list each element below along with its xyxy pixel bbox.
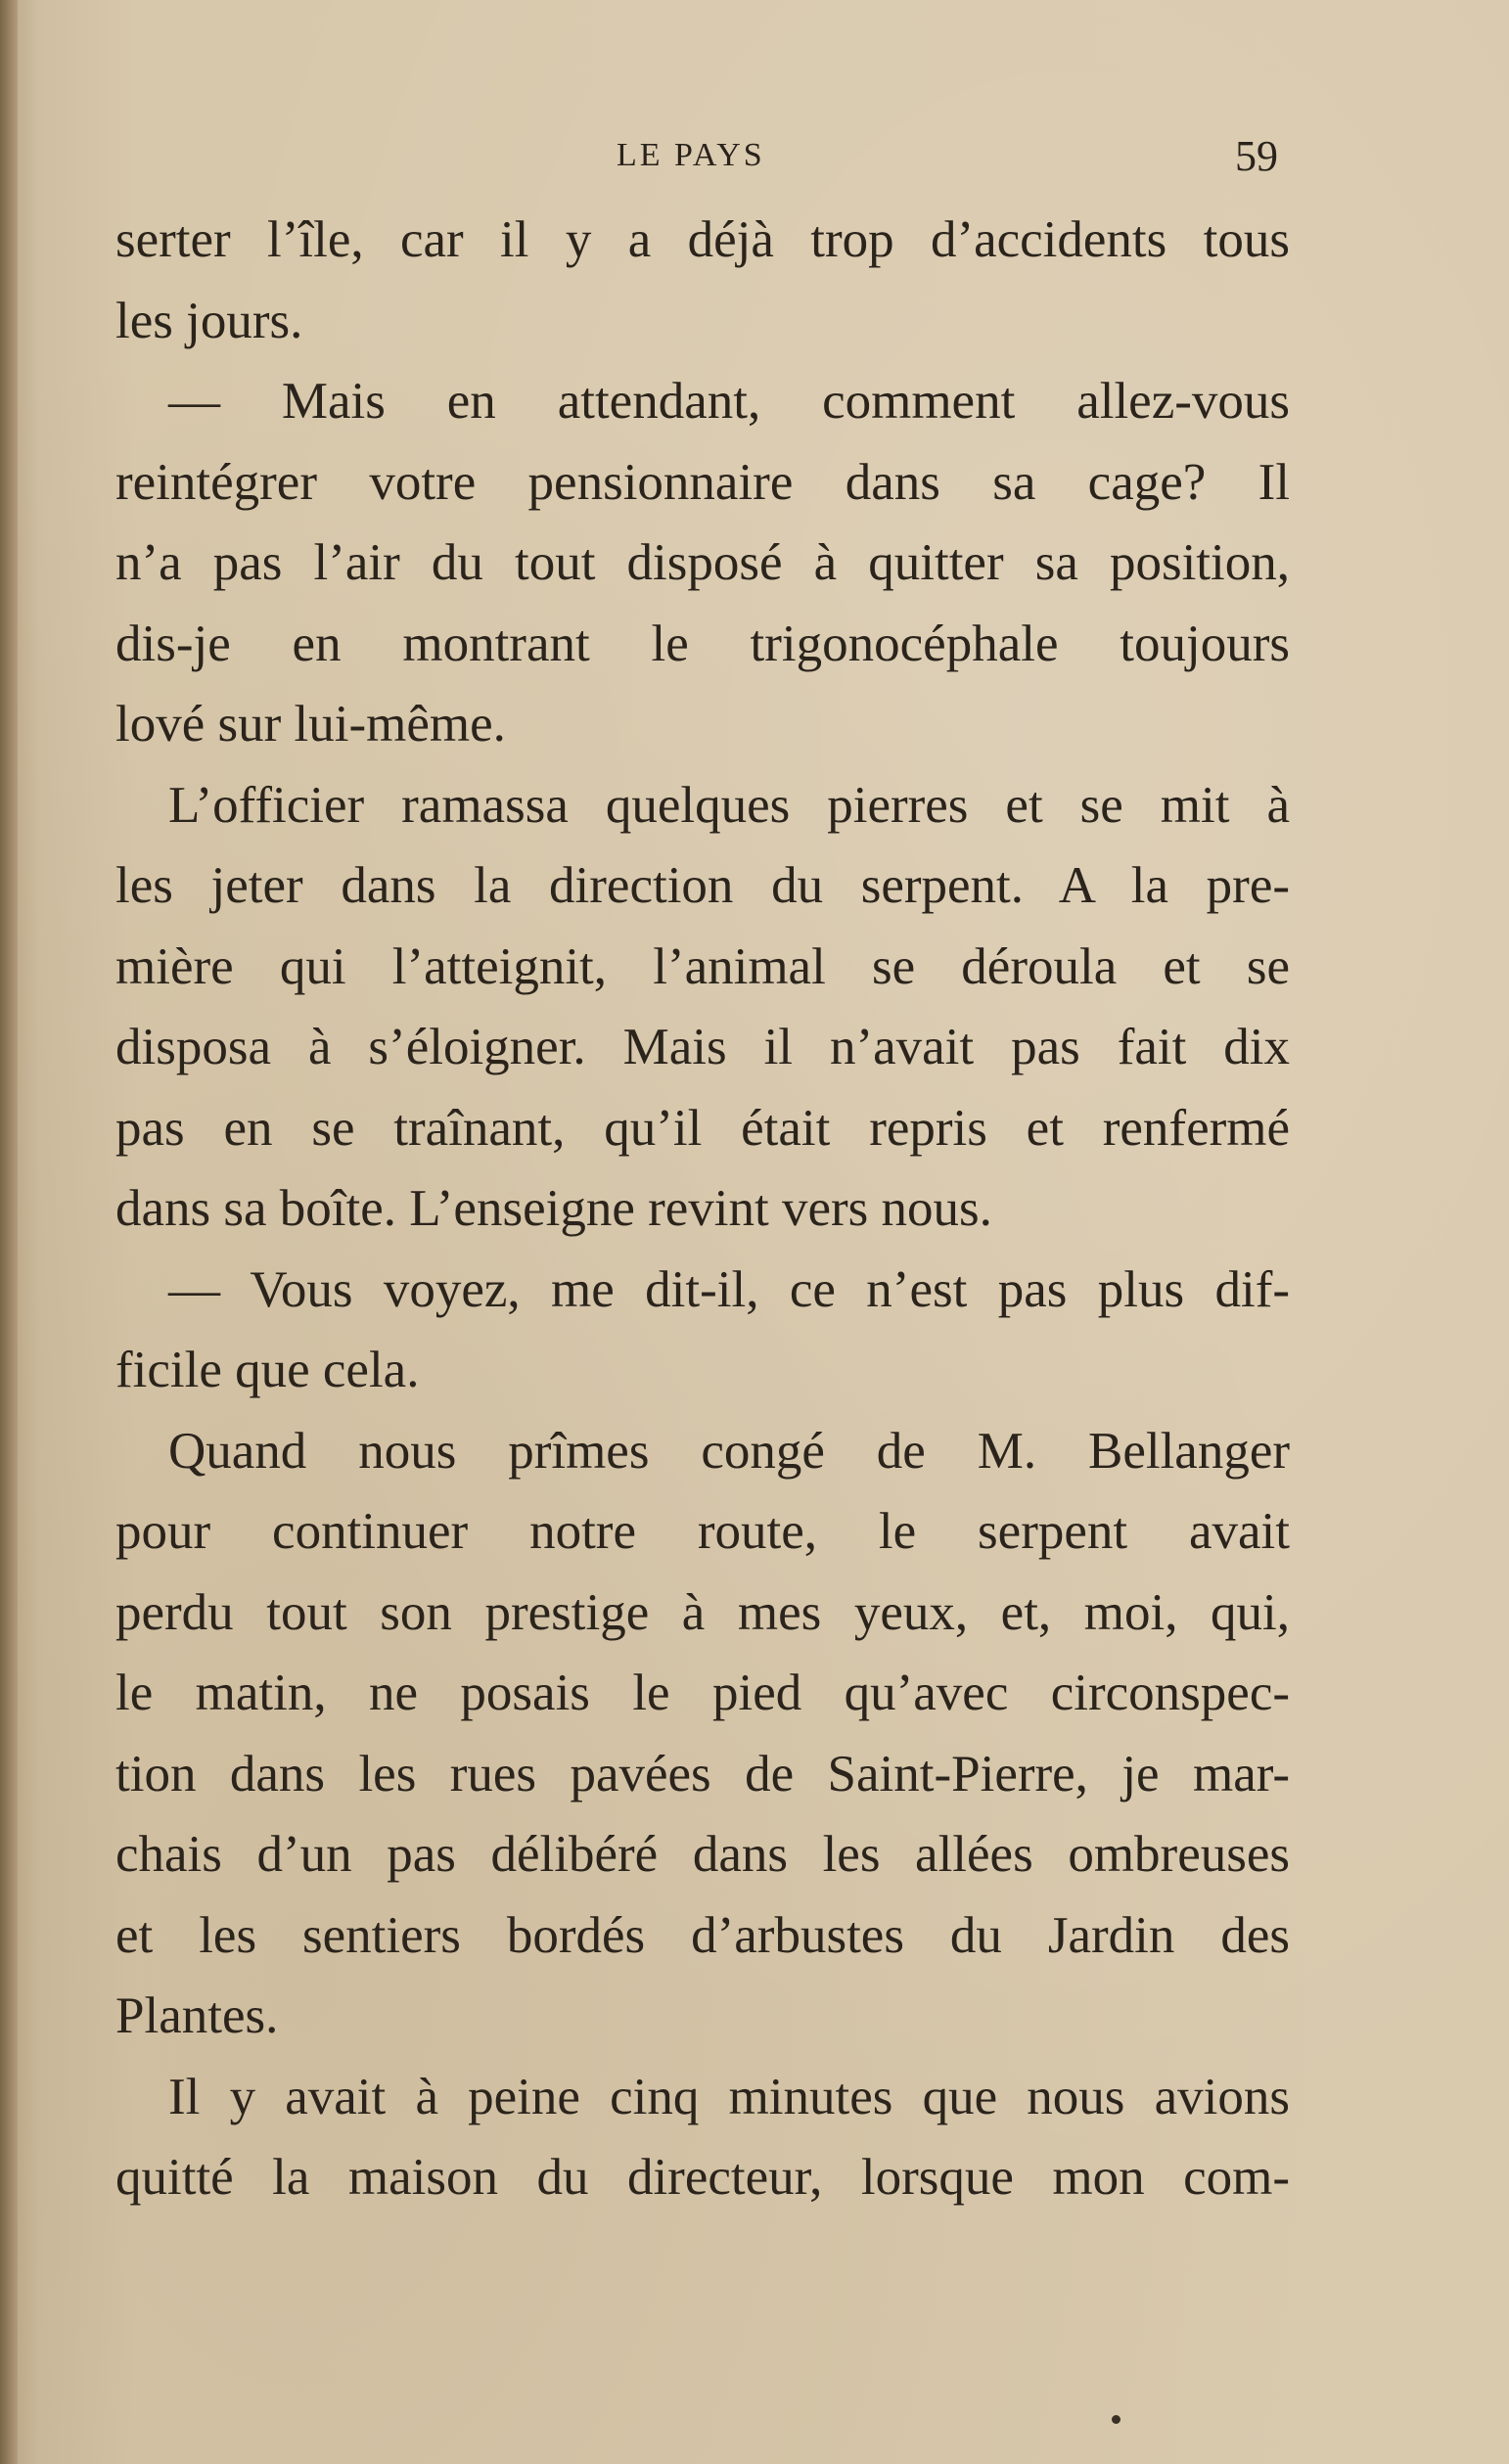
text-line: ficile que cela. [115,1342,420,1398]
body-text [115,200,1290,2218]
text-line: n’a pas l’air du tout disposé à quitter sa position, [115,534,1290,591]
text-line: — Mais en attendant, comment allez-vous [168,373,1290,430]
text-line: mière qui l’atteignit, l’animal se déroula et se [115,937,1290,995]
text-line: tion dans les rues pavées de Saint-Pierre, je mar- [115,1745,1290,1802]
text-line: et les sentiers bordés d’arbustes du Jardin des [115,1906,1290,1964]
text-line: L’officier ramassa quelques pierres et se mit à [168,776,1290,834]
text-line: chais d’un pas délibéré dans les allées ombreuses [115,1826,1290,1883]
binding-edge [0,0,18,2464]
text-line: pas en se traînant, qu’il était repris et renfermé [115,1099,1290,1157]
text-line: serter l’île, car il y a déjà trop d’accidents tous [115,211,1290,268]
text-line: reintégrer votre pensionnaire dans sa cage? Il [115,453,1290,511]
text-line: disposa à s’éloigner. Mais il n’avait pas fait dix [115,1019,1290,1075]
text-line: Quand nous prîmes congé de M. Bellanger [168,1422,1290,1480]
text-line: les jours. [115,292,303,349]
text-line: perdu tout son prestige à mes yeux, et, moi, qui, [115,1583,1290,1641]
text-line: Il y avait à peine cinq minutes que nous avions [168,2068,1290,2125]
text-line: dis-je en montrant le trigonocéphale toujours [115,615,1290,672]
text-line: lové sur lui-même. [115,696,506,753]
text-line: — Vous voyez, me dit-il, ce n’est pas plus dif- [168,1260,1290,1318]
page-number: 59 [1235,132,1278,180]
text-line: le matin, ne posais le pied qu’avec circonspec- [115,1665,1290,1721]
page-header [0,132,1509,196]
ink-speck [1112,2415,1120,2424]
running-head: LE PAYS [617,137,765,173]
text-line: les jeter dans la direction du serpent. A la pre- [115,857,1290,914]
text-line: quitté la maison du directeur, lorsque mon com- [115,2149,1290,2206]
text-line: Plantes. [115,1987,279,2044]
text-line: pour continuer notre route, le serpent avait [115,1503,1290,1560]
text-line: dans sa boîte. L’enseigne revint vers nous. [115,1180,992,1237]
